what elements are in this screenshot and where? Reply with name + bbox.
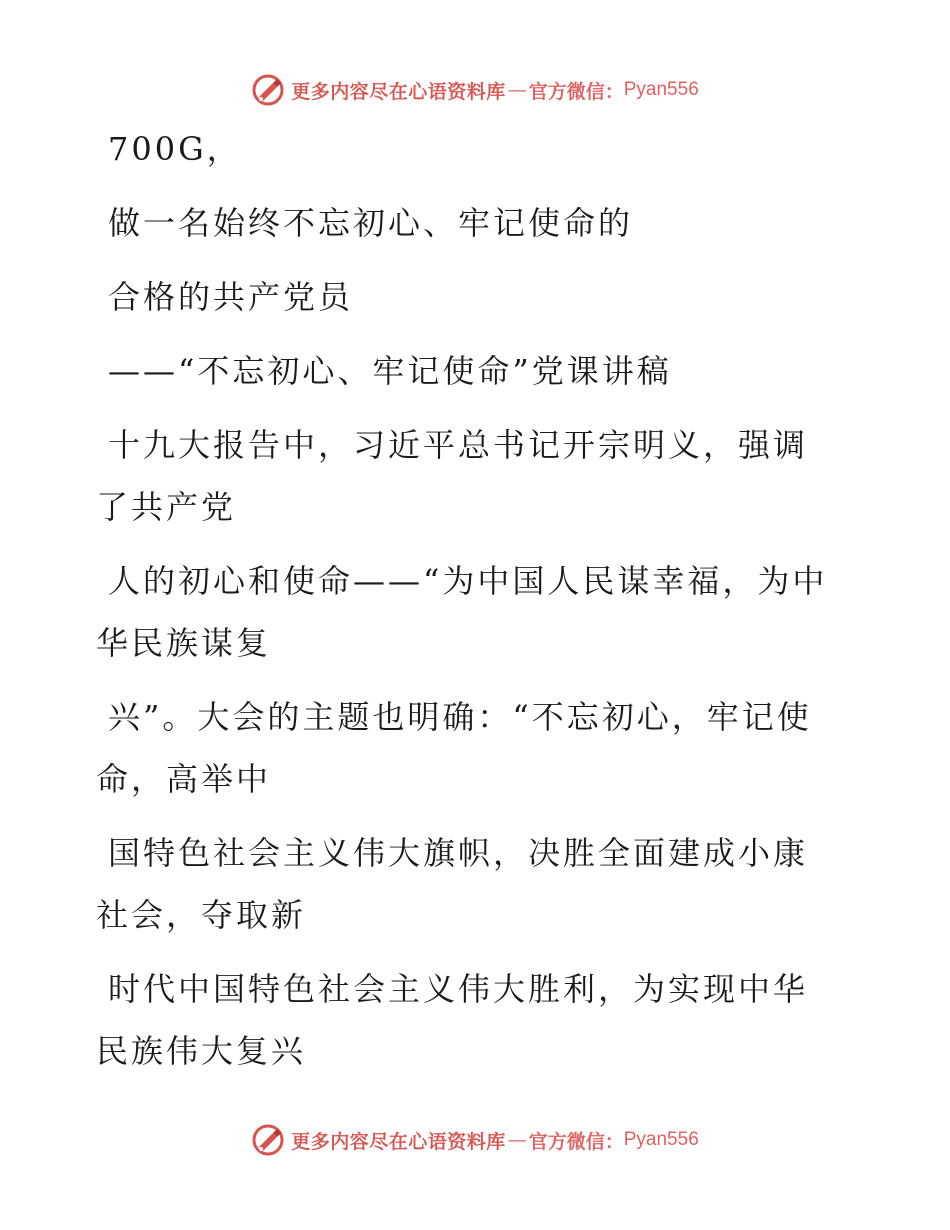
paragraph: ——“不忘初心、牢记使命”党课讲稿 xyxy=(108,352,672,390)
watermark-text: 更多内容尽在心语资料库 xyxy=(291,80,506,103)
watermark-text: 更多内容尽在心语资料库 xyxy=(291,1130,506,1153)
paragraph: 国特色社会主义伟大旗帜，决胜全面建成小康社会，夺取新 xyxy=(96,834,809,934)
document-body xyxy=(96,118,836,1094)
paragraph: 人的初心和使命——“为中国人民谋幸福，为中华民族谋复 xyxy=(96,562,828,662)
watermark-wechat-label: 官方微信： xyxy=(528,80,624,103)
paragraph: 做一名始终不忘初心、牢记使命的 xyxy=(108,204,634,242)
paragraph: 十九大报告中，习近平总书记开宗明义，强调了共产党 xyxy=(96,426,809,526)
paragraph: 时代中国特色社会主义伟大胜利，为实现中华民族伟大复兴 xyxy=(96,970,809,1070)
watermark-wechat-id: Pyan556 xyxy=(623,79,699,100)
paragraph: 700G， xyxy=(108,130,242,168)
paragraph: 合格的共产党员 xyxy=(108,278,354,316)
watermark-wechat-id: Pyan556 xyxy=(623,1129,699,1150)
pen-logo-icon xyxy=(251,73,285,107)
pen-logo-icon xyxy=(251,1123,285,1157)
watermark-separator: — xyxy=(507,79,527,101)
paragraph: 兴”。大会的主题也明确：“不忘初心，牢记使命，高举中 xyxy=(96,698,812,798)
footer-watermark xyxy=(0,1120,950,1160)
watermark-separator: — xyxy=(507,1129,527,1151)
watermark-wechat-label: 官方微信： xyxy=(528,1130,624,1153)
header-watermark xyxy=(0,70,950,110)
